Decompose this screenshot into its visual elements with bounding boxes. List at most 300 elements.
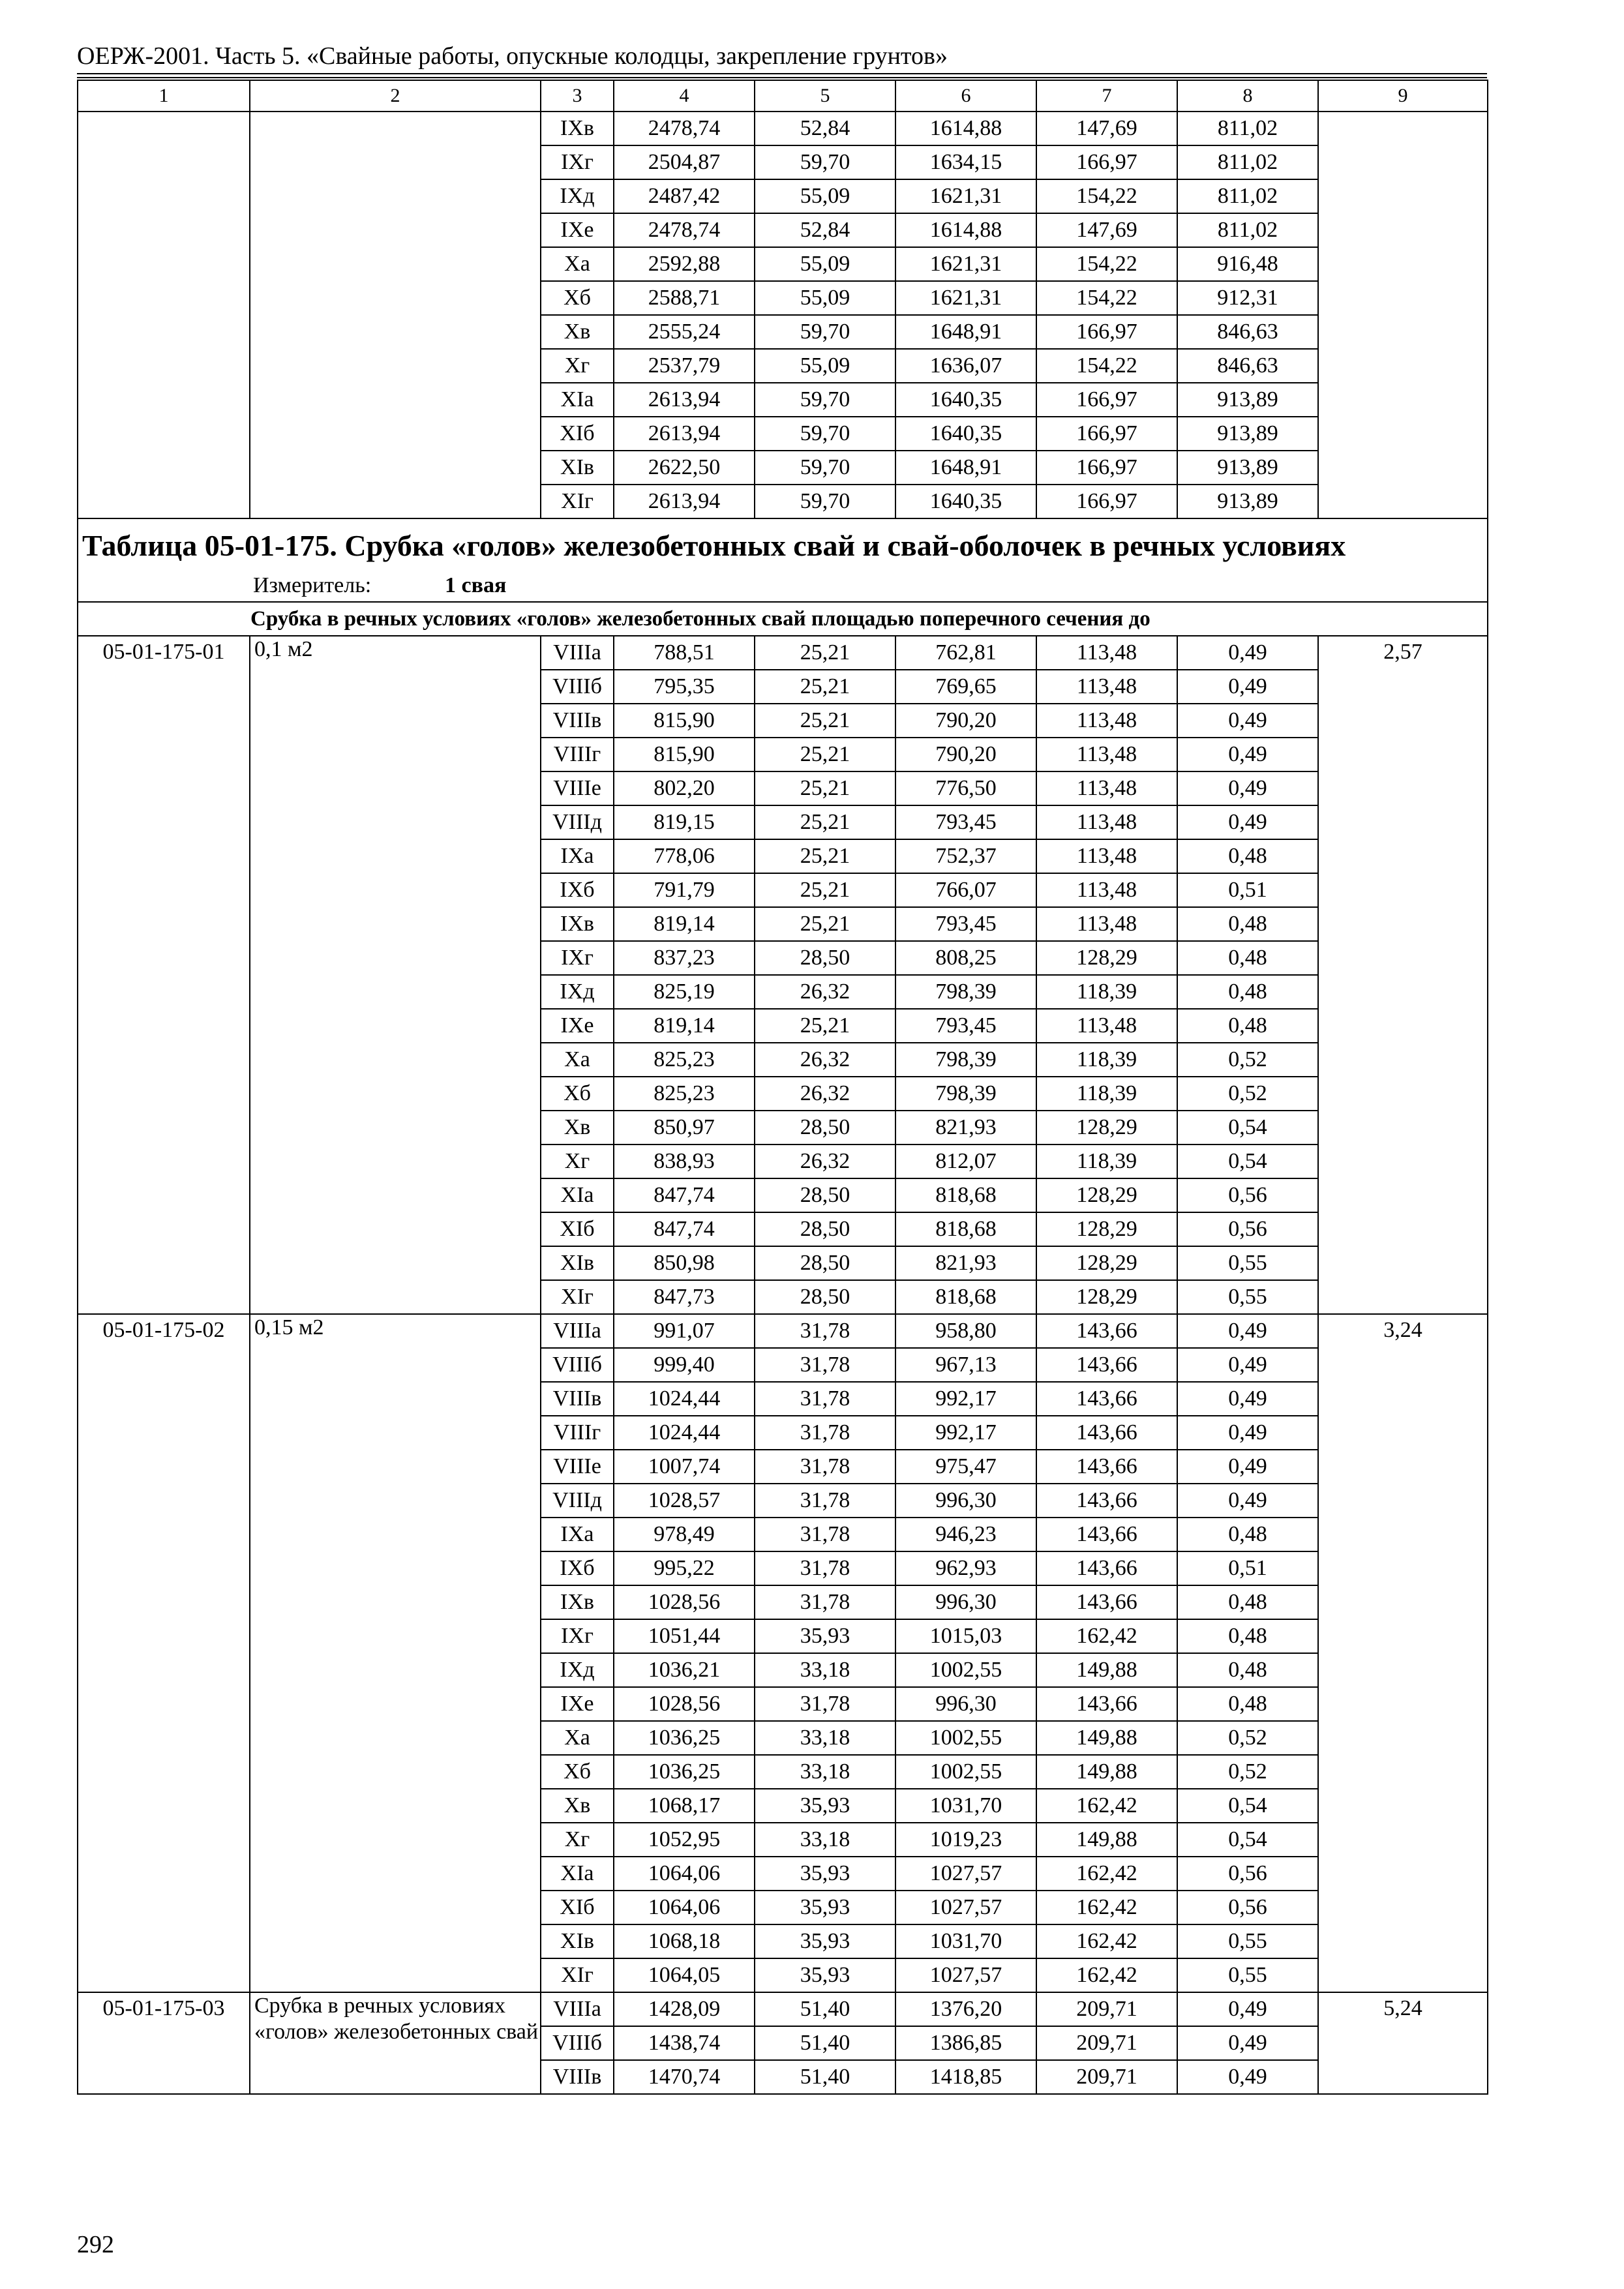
machinist-wage-cell: 143,66 — [1036, 1518, 1177, 1551]
wage-cell: 25,21 — [755, 907, 895, 941]
wage-cell: 35,93 — [755, 1891, 895, 1924]
materials-cell: 0,49 — [1177, 2026, 1318, 2060]
machine-cost-cell: 962,93 — [895, 1551, 1036, 1585]
machinist-wage-cell: 143,66 — [1036, 1484, 1177, 1518]
materials-cell: 0,52 — [1177, 1755, 1318, 1789]
machinist-wage-cell: 162,42 — [1036, 1857, 1177, 1891]
machine-cost-cell: 793,45 — [895, 1009, 1036, 1043]
machine-cost-cell: 1027,57 — [895, 1857, 1036, 1891]
column-number: 9 — [1318, 80, 1488, 112]
machinist-wage-cell: 147,69 — [1036, 112, 1177, 145]
machine-cost-cell: 1614,88 — [895, 112, 1036, 145]
machinist-wage-cell: 166,97 — [1036, 417, 1177, 451]
total-cost-cell: 2504,87 — [614, 145, 755, 179]
column-number: 6 — [895, 80, 1036, 112]
materials-cell: 0,52 — [1177, 1043, 1318, 1077]
wage-cell: 33,18 — [755, 1721, 895, 1755]
total-cost-cell: 819,14 — [614, 907, 755, 941]
materials-cell: 0,48 — [1177, 907, 1318, 941]
machine-cost-cell: 996,30 — [895, 1687, 1036, 1721]
zone-cell: XIг — [541, 1958, 614, 1992]
wage-cell: 31,78 — [755, 1518, 895, 1551]
rate-code: 05-01-175-01 — [78, 636, 250, 1314]
machine-cost-cell: 1027,57 — [895, 1958, 1036, 1992]
meter-value: 1 свая — [445, 573, 507, 597]
total-cost-cell: 1051,44 — [614, 1619, 755, 1653]
column-number: 4 — [614, 80, 755, 112]
wage-cell: 26,32 — [755, 1144, 895, 1178]
total-cost-cell: 2613,94 — [614, 485, 755, 518]
machinist-wage-cell: 128,29 — [1036, 1246, 1177, 1280]
zone-cell: VIIIа — [541, 1992, 614, 2026]
machine-cost-cell: 1031,70 — [895, 1924, 1036, 1958]
total-cost-cell: 1064,06 — [614, 1857, 755, 1891]
wage-cell: 25,21 — [755, 704, 895, 738]
materials-cell: 811,02 — [1177, 179, 1318, 213]
materials-cell: 811,02 — [1177, 112, 1318, 145]
zone-cell: XIг — [541, 1280, 614, 1314]
wage-cell: 59,70 — [755, 383, 895, 417]
machinist-wage-cell: 154,22 — [1036, 247, 1177, 281]
machine-cost-cell: 818,68 — [895, 1212, 1036, 1246]
machine-cost-cell: 769,65 — [895, 670, 1036, 704]
machine-cost-cell: 1648,91 — [895, 315, 1036, 349]
machinist-wage-cell: 143,66 — [1036, 1382, 1177, 1416]
header-rule-double — [77, 77, 1487, 78]
zone-cell: IXе — [541, 213, 614, 247]
total-cost-cell: 825,23 — [614, 1043, 755, 1077]
wage-cell: 59,70 — [755, 485, 895, 518]
wage-cell: 55,09 — [755, 281, 895, 315]
machine-cost-cell: 992,17 — [895, 1382, 1036, 1416]
machinist-wage-cell: 166,97 — [1036, 383, 1177, 417]
machine-cost-cell: 1031,70 — [895, 1789, 1036, 1823]
wage-cell: 33,18 — [755, 1823, 895, 1857]
machinist-wage-cell: 166,97 — [1036, 145, 1177, 179]
machinist-wage-cell: 143,66 — [1036, 1450, 1177, 1484]
machinist-wage-cell: 162,42 — [1036, 1958, 1177, 1992]
zone-cell: IXб — [541, 1551, 614, 1585]
column-number: 1 — [78, 80, 250, 112]
materials-cell: 0,49 — [1177, 738, 1318, 771]
total-cost-cell: 1052,95 — [614, 1823, 755, 1857]
machinist-wage-cell: 143,66 — [1036, 1551, 1177, 1585]
total-cost-cell: 791,79 — [614, 873, 755, 907]
machinist-wage-cell: 149,88 — [1036, 1755, 1177, 1789]
materials-cell: 0,55 — [1177, 1958, 1318, 1992]
materials-cell: 0,49 — [1177, 1992, 1318, 2026]
zone-cell: Xг — [541, 349, 614, 383]
zone-cell: IXд — [541, 179, 614, 213]
table-row — [78, 112, 1488, 145]
machinist-wage-cell: 113,48 — [1036, 771, 1177, 805]
total-cost-cell: 1028,57 — [614, 1484, 755, 1518]
machinist-wage-cell: 166,97 — [1036, 451, 1177, 485]
rate-code: 05-01-175-02 — [78, 1314, 250, 1992]
machine-cost-cell: 1648,91 — [895, 451, 1036, 485]
zone-cell: XIб — [541, 1212, 614, 1246]
machinist-wage-cell: 209,71 — [1036, 1992, 1177, 2026]
zone-cell: Xг — [541, 1144, 614, 1178]
machinist-wage-cell: 143,66 — [1036, 1585, 1177, 1619]
machine-cost-cell: 1002,55 — [895, 1721, 1036, 1755]
table-title-cell — [78, 518, 1488, 602]
materials-cell: 846,63 — [1177, 349, 1318, 383]
machinist-wage-cell: 128,29 — [1036, 941, 1177, 975]
wage-cell: 59,70 — [755, 145, 895, 179]
zone-cell: XIв — [541, 451, 614, 485]
zone-cell: IXг — [541, 941, 614, 975]
materials-cell: 0,48 — [1177, 1653, 1318, 1687]
machine-cost-cell: 1621,31 — [895, 281, 1036, 315]
wage-cell: 59,70 — [755, 417, 895, 451]
materials-cell: 811,02 — [1177, 213, 1318, 247]
materials-cell: 913,89 — [1177, 383, 1318, 417]
wage-cell: 31,78 — [755, 1314, 895, 1348]
wage-cell: 51,40 — [755, 1992, 895, 2026]
wage-cell: 55,09 — [755, 247, 895, 281]
zone-cell: Xа — [541, 1721, 614, 1755]
machinist-wage-cell: 143,66 — [1036, 1314, 1177, 1348]
total-cost-cell: 2588,71 — [614, 281, 755, 315]
materials-cell: 0,52 — [1177, 1077, 1318, 1111]
wage-cell: 33,18 — [755, 1755, 895, 1789]
machinist-wage-cell: 154,22 — [1036, 349, 1177, 383]
machine-cost-cell: 1640,35 — [895, 383, 1036, 417]
machine-cost-cell: 996,30 — [895, 1585, 1036, 1619]
zone-cell: IXг — [541, 145, 614, 179]
total-cost-cell: 1036,21 — [614, 1653, 755, 1687]
zone-cell: IXе — [541, 1687, 614, 1721]
materials-cell: 0,56 — [1177, 1212, 1318, 1246]
machine-cost-cell: 798,39 — [895, 1043, 1036, 1077]
machinist-wage-cell: 113,48 — [1036, 873, 1177, 907]
zone-cell: Xг — [541, 1823, 614, 1857]
total-cost-cell: 819,14 — [614, 1009, 755, 1043]
materials-cell: 913,89 — [1177, 451, 1318, 485]
zone-cell: IXа — [541, 1518, 614, 1551]
page-header: ОЕРЖ-2001. Часть 5. «Свайные работы, опускные колодцы, закрепление грунтов» — [77, 42, 948, 70]
wage-cell: 25,21 — [755, 805, 895, 839]
rate-code: 05-01-175-03 — [78, 1992, 250, 2094]
materials-cell: 846,63 — [1177, 315, 1318, 349]
machinist-wage-cell: 162,42 — [1036, 1619, 1177, 1653]
machine-cost-cell: 967,13 — [895, 1348, 1036, 1382]
wage-cell: 26,32 — [755, 1043, 895, 1077]
total-cost-cell: 795,35 — [614, 670, 755, 704]
zone-cell: XIб — [541, 417, 614, 451]
materials-cell: 0,54 — [1177, 1823, 1318, 1857]
wage-cell: 33,18 — [755, 1653, 895, 1687]
zone-cell: IXв — [541, 907, 614, 941]
materials-cell: 916,48 — [1177, 247, 1318, 281]
zone-cell: Xб — [541, 1755, 614, 1789]
materials-cell: 0,52 — [1177, 1721, 1318, 1755]
machinist-wage-cell: 113,48 — [1036, 670, 1177, 704]
section-heading: Срубка в речных условиях «голов» железобетонных свай площадью поперечного сечения до — [78, 602, 1488, 636]
column-number: 5 — [755, 80, 895, 112]
zone-cell: VIIIг — [541, 738, 614, 771]
zone-cell: XIа — [541, 383, 614, 417]
total-cost-cell: 2592,88 — [614, 247, 755, 281]
wage-cell: 31,78 — [755, 1348, 895, 1382]
wage-cell: 31,78 — [755, 1551, 895, 1585]
machinist-wage-cell: 149,88 — [1036, 1721, 1177, 1755]
machine-cost-cell: 1002,55 — [895, 1653, 1036, 1687]
total-cost-cell: 788,51 — [614, 636, 755, 670]
machinist-wage-cell: 118,39 — [1036, 975, 1177, 1009]
materials-cell: 0,49 — [1177, 771, 1318, 805]
total-cost-cell: 850,97 — [614, 1111, 755, 1144]
wage-cell: 28,50 — [755, 1246, 895, 1280]
rate-description: 0,1 м2 — [250, 636, 541, 1314]
materials-cell: 811,02 — [1177, 145, 1318, 179]
total-cost-cell: 837,23 — [614, 941, 755, 975]
wage-cell: 35,93 — [755, 1619, 895, 1653]
wage-cell: 31,78 — [755, 1416, 895, 1450]
table-row — [78, 1314, 1488, 1348]
machine-cost-cell: 762,81 — [895, 636, 1036, 670]
total-cost-cell: 1438,74 — [614, 2026, 755, 2060]
machine-cost-cell: 975,47 — [895, 1450, 1036, 1484]
wage-cell: 59,70 — [755, 451, 895, 485]
meter-label: Измеритель: — [253, 573, 372, 597]
total-cost-cell: 778,06 — [614, 839, 755, 873]
materials-cell: 0,54 — [1177, 1144, 1318, 1178]
machine-cost-cell: 790,20 — [895, 704, 1036, 738]
materials-cell: 0,48 — [1177, 941, 1318, 975]
page-number: 292 — [77, 2231, 114, 2258]
total-cost-cell: 802,20 — [614, 771, 755, 805]
zone-cell: IXд — [541, 1653, 614, 1687]
zone-cell: IXа — [541, 839, 614, 873]
wage-cell: 31,78 — [755, 1450, 895, 1484]
total-cost-cell: 1064,05 — [614, 1958, 755, 1992]
total-cost-cell: 2555,24 — [614, 315, 755, 349]
machine-cost-cell: 1634,15 — [895, 145, 1036, 179]
total-cost-cell: 2478,74 — [614, 112, 755, 145]
wage-cell: 28,50 — [755, 1212, 895, 1246]
zone-cell: VIIIе — [541, 1450, 614, 1484]
wage-cell: 35,93 — [755, 1958, 895, 1992]
machinist-wage-cell: 143,66 — [1036, 1348, 1177, 1382]
materials-cell: 0,49 — [1177, 704, 1318, 738]
materials-cell: 0,48 — [1177, 1585, 1318, 1619]
materials-cell: 0,56 — [1177, 1178, 1318, 1212]
total-cost-cell: 819,15 — [614, 805, 755, 839]
machine-cost-cell: 1002,55 — [895, 1755, 1036, 1789]
table-row — [78, 636, 1488, 670]
section-heading-row — [78, 602, 1488, 636]
machine-cost-cell: 1621,31 — [895, 247, 1036, 281]
total-cost-cell: 838,93 — [614, 1144, 755, 1178]
machine-cost-cell: 1386,85 — [895, 2026, 1036, 2060]
total-cost-cell: 2537,79 — [614, 349, 755, 383]
zone-cell: IXв — [541, 112, 614, 145]
machinist-wage-cell: 118,39 — [1036, 1077, 1177, 1111]
materials-cell: 0,56 — [1177, 1857, 1318, 1891]
machinist-wage-cell: 128,29 — [1036, 1178, 1177, 1212]
machinist-wage-cell: 154,22 — [1036, 179, 1177, 213]
materials-cell: 913,89 — [1177, 485, 1318, 518]
wage-cell: 25,21 — [755, 839, 895, 873]
column-number: 2 — [250, 80, 541, 112]
wage-cell: 51,40 — [755, 2060, 895, 2094]
zone-cell: Xв — [541, 1111, 614, 1144]
machine-cost-cell: 1376,20 — [895, 1992, 1036, 2026]
zone-cell: XIг — [541, 485, 614, 518]
materials-cell: 0,48 — [1177, 1518, 1318, 1551]
materials-cell: 0,48 — [1177, 975, 1318, 1009]
materials-cell: 0,54 — [1177, 1789, 1318, 1823]
machinist-wage-cell: 113,48 — [1036, 805, 1177, 839]
zone-cell: XIа — [541, 1178, 614, 1212]
total-cost-cell: 1036,25 — [614, 1721, 755, 1755]
wage-cell: 55,09 — [755, 179, 895, 213]
machinist-wage-cell: 166,97 — [1036, 315, 1177, 349]
materials-cell: 0,49 — [1177, 1416, 1318, 1450]
machine-cost-cell: 821,93 — [895, 1246, 1036, 1280]
machinist-wage-cell: 128,29 — [1036, 1212, 1177, 1246]
machinist-wage-cell: 149,88 — [1036, 1823, 1177, 1857]
rate-description: Срубка в речных условиях «голов» железобетонных свай — [250, 1992, 541, 2094]
total-cost-cell: 847,73 — [614, 1280, 755, 1314]
wage-cell: 28,50 — [755, 1111, 895, 1144]
total-cost-cell: 1007,74 — [614, 1450, 755, 1484]
zone-cell: Xб — [541, 281, 614, 315]
wage-cell: 25,21 — [755, 873, 895, 907]
column-number: 8 — [1177, 80, 1318, 112]
materials-cell: 0,49 — [1177, 805, 1318, 839]
zone-cell: VIIIд — [541, 1484, 614, 1518]
zone-cell: Xа — [541, 247, 614, 281]
wage-cell: 26,32 — [755, 975, 895, 1009]
total-cost-cell: 1428,09 — [614, 1992, 755, 2026]
machine-cost-cell: 1027,57 — [895, 1891, 1036, 1924]
table-row — [78, 1992, 1488, 2026]
coef-cell — [1318, 112, 1488, 518]
zone-cell: IXе — [541, 1009, 614, 1043]
machine-cost-cell: 793,45 — [895, 805, 1036, 839]
machine-cost-cell: 1621,31 — [895, 179, 1036, 213]
machine-cost-cell: 766,07 — [895, 873, 1036, 907]
machine-cost-cell: 1640,35 — [895, 485, 1036, 518]
materials-cell: 913,89 — [1177, 417, 1318, 451]
wage-cell: 25,21 — [755, 771, 895, 805]
machinist-wage-cell: 113,48 — [1036, 704, 1177, 738]
materials-cell: 0,49 — [1177, 670, 1318, 704]
total-cost-cell: 815,90 — [614, 704, 755, 738]
machinist-wage-cell: 128,29 — [1036, 1280, 1177, 1314]
total-cost-cell: 1028,56 — [614, 1585, 755, 1619]
wage-cell: 35,93 — [755, 1789, 895, 1823]
rates-table — [77, 80, 1488, 2095]
zone-cell: Xв — [541, 315, 614, 349]
machine-cost-cell: 958,80 — [895, 1314, 1036, 1348]
wage-cell: 31,78 — [755, 1585, 895, 1619]
wage-cell: 31,78 — [755, 1484, 895, 1518]
machinist-wage-cell: 113,48 — [1036, 839, 1177, 873]
materials-cell: 0,51 — [1177, 873, 1318, 907]
materials-cell: 0,49 — [1177, 1484, 1318, 1518]
machinist-wage-cell: 113,48 — [1036, 636, 1177, 670]
machine-cost-cell: 1640,35 — [895, 417, 1036, 451]
machinist-wage-cell: 118,39 — [1036, 1043, 1177, 1077]
total-cost-cell: 999,40 — [614, 1348, 755, 1382]
machinist-wage-cell: 209,71 — [1036, 2060, 1177, 2094]
desc-cell — [250, 112, 541, 518]
wage-cell: 55,09 — [755, 349, 895, 383]
machinist-wage-cell: 162,42 — [1036, 1789, 1177, 1823]
machine-cost-cell: 818,68 — [895, 1280, 1036, 1314]
machine-cost-cell: 1019,23 — [895, 1823, 1036, 1857]
wage-cell: 31,78 — [755, 1687, 895, 1721]
materials-cell: 0,48 — [1177, 1619, 1318, 1653]
wage-cell: 31,78 — [755, 1382, 895, 1416]
total-cost-cell: 850,98 — [614, 1246, 755, 1280]
zone-cell: VIIIд — [541, 805, 614, 839]
materials-cell: 0,49 — [1177, 1348, 1318, 1382]
zone-cell: VIIIг — [541, 1416, 614, 1450]
zone-cell: VIIIв — [541, 704, 614, 738]
machine-cost-cell: 946,23 — [895, 1518, 1036, 1551]
coefficient-cell: 2,57 — [1318, 636, 1488, 1314]
machine-cost-cell: 1614,88 — [895, 213, 1036, 247]
machine-cost-cell: 752,37 — [895, 839, 1036, 873]
zone-cell: VIIIб — [541, 2026, 614, 2060]
materials-cell: 0,54 — [1177, 1111, 1318, 1144]
materials-cell: 0,49 — [1177, 636, 1318, 670]
column-number: 7 — [1036, 80, 1177, 112]
machinist-wage-cell: 143,66 — [1036, 1416, 1177, 1450]
materials-cell: 0,56 — [1177, 1891, 1318, 1924]
zone-cell: VIIIб — [541, 670, 614, 704]
machine-cost-cell: 1636,07 — [895, 349, 1036, 383]
total-cost-cell: 2622,50 — [614, 451, 755, 485]
materials-cell: 0,49 — [1177, 2060, 1318, 2094]
zone-cell: XIа — [541, 1857, 614, 1891]
machinist-wage-cell: 147,69 — [1036, 213, 1177, 247]
machine-cost-cell: 996,30 — [895, 1484, 1036, 1518]
code-cell — [78, 112, 250, 518]
machine-cost-cell: 992,17 — [895, 1416, 1036, 1450]
materials-cell: 0,48 — [1177, 1687, 1318, 1721]
wage-cell: 28,50 — [755, 1178, 895, 1212]
header-rule — [77, 73, 1487, 74]
total-cost-cell: 847,74 — [614, 1212, 755, 1246]
meter-line — [82, 570, 1483, 601]
rate-description: 0,15 м2 — [250, 1314, 541, 1992]
materials-cell: 0,55 — [1177, 1246, 1318, 1280]
zone-cell: Xа — [541, 1043, 614, 1077]
wage-cell: 35,93 — [755, 1924, 895, 1958]
materials-cell: 0,49 — [1177, 1450, 1318, 1484]
machine-cost-cell: 790,20 — [895, 738, 1036, 771]
wage-cell: 51,40 — [755, 2026, 895, 2060]
machinist-wage-cell: 128,29 — [1036, 1111, 1177, 1144]
zone-cell: IXд — [541, 975, 614, 1009]
wage-cell: 25,21 — [755, 636, 895, 670]
zone-cell: XIб — [541, 1891, 614, 1924]
total-cost-cell: 1470,74 — [614, 2060, 755, 2094]
zone-cell: IXг — [541, 1619, 614, 1653]
wage-cell: 28,50 — [755, 941, 895, 975]
total-cost-cell: 995,22 — [614, 1551, 755, 1585]
materials-cell: 0,51 — [1177, 1551, 1318, 1585]
machine-cost-cell: 808,25 — [895, 941, 1036, 975]
total-cost-cell: 1036,25 — [614, 1755, 755, 1789]
total-cost-cell: 1068,18 — [614, 1924, 755, 1958]
